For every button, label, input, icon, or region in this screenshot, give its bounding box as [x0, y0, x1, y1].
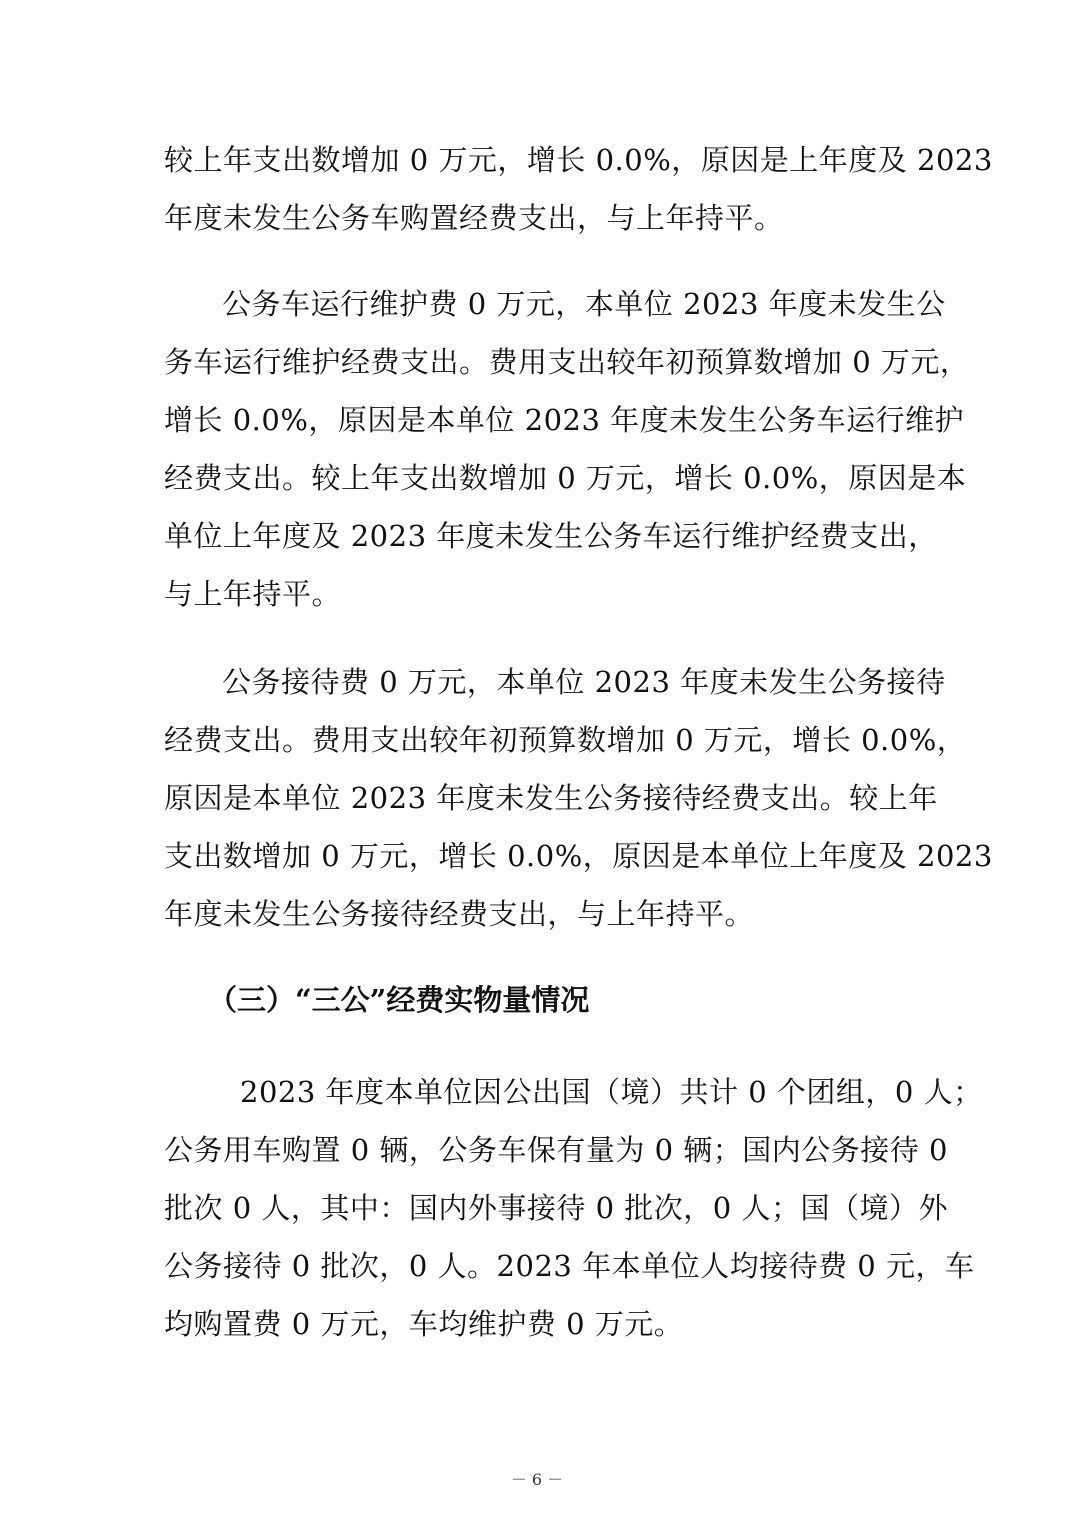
paragraph-line: 公务接待费 0 万元，本单位 2023 年度未发生公务接待	[222, 665, 946, 699]
section-heading: （三）“三公”经费实物量情况	[208, 983, 590, 1017]
paragraph-line: 较上年支出数增加 0 万元，增长 0.0%，原因是上年度及 2023	[164, 143, 993, 177]
page-number: － 6 －	[510, 1470, 564, 1489]
paragraph-line: 公务用车购置 0 辆，公务车保有量为 0 辆；国内公务接待 0	[164, 1133, 948, 1167]
paragraph-line: 与上年持平。	[164, 577, 342, 611]
paragraph-line: 增长 0.0%，原因是本单位 2023 年度未发生公务车运行维护	[164, 403, 965, 437]
paragraph-line: 经费支出。费用支出较年初预算数增加 0 万元，增长 0.0%，	[164, 723, 967, 757]
paragraph-line: 均购置费 0 万元，车均维护费 0 万元。	[164, 1307, 684, 1341]
paragraph-line: 支出数增加 0 万元，增长 0.0%，原因是本单位上年度及 2023	[164, 839, 993, 873]
paragraph-line: 务车运行维护经费支出。费用支出较年初预算数增加 0 万元，	[164, 345, 970, 379]
paragraph-line: 批次 0 人，其中：国内外事接待 0 批次，0 人；国（境）外	[164, 1191, 948, 1225]
paragraph-line: 经费支出。较上年支出数增加 0 万元，增长 0.0%，原因是本	[164, 461, 967, 495]
paragraph-line: 公务接待 0 批次，0 人。2023 年本单位人均接待费 0 元，车	[164, 1249, 975, 1283]
paragraph-line: 公务车运行维护费 0 万元，本单位 2023 年度未发生公	[222, 287, 946, 321]
paragraph-line: 原因是本单位 2023 年度未发生公务接待经费支出。较上年	[164, 781, 938, 815]
paragraph-line: 单位上年度及 2023 年度未发生公务车运行维护经费支出，	[164, 519, 938, 553]
paragraph-line: 年度未发生公务接待经费支出，与上年持平。	[164, 897, 755, 931]
paragraph-line: 2023 年度本单位因公出国（境）共计 0 个团组，0 人；	[240, 1075, 983, 1109]
paragraph-line: 年度未发生公务车购置经费支出，与上年持平。	[164, 201, 784, 235]
